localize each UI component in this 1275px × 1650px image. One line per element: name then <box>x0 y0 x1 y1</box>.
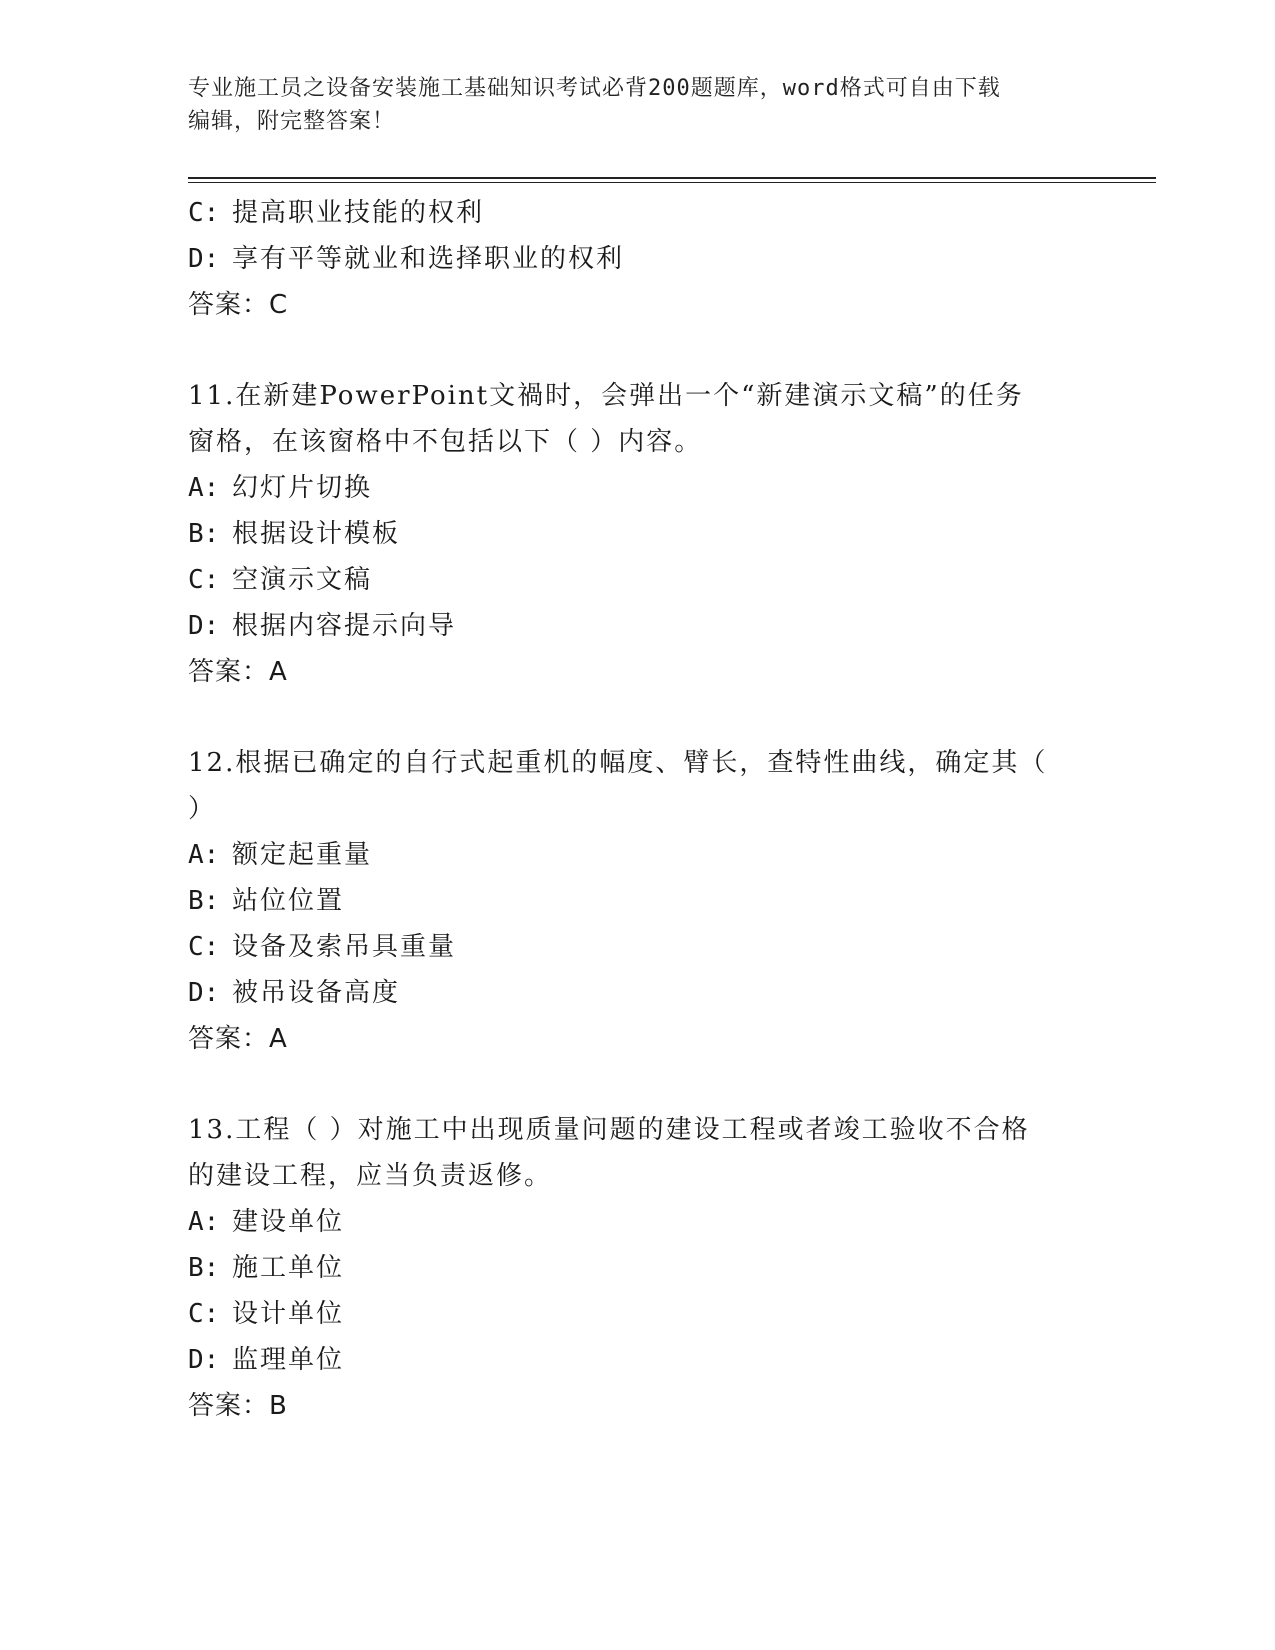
previous-question-tail <box>188 190 1088 328</box>
question-stem: ） <box>188 794 217 824</box>
header-rule-top <box>188 177 1156 179</box>
option-text: 监理单位 <box>232 1345 345 1375</box>
document-header <box>188 72 1068 138</box>
answer-line: 答案：A <box>188 1024 288 1054</box>
option-text: 被吊设备高度 <box>232 978 401 1008</box>
option-line <box>188 1199 1088 1245</box>
option-text: 享有平等就业和选择职业的权利 <box>232 244 625 274</box>
option-letter: A: <box>188 473 220 503</box>
question-block-11 <box>188 373 1088 695</box>
question-block-12 <box>188 740 1088 1062</box>
option-line <box>188 878 1088 924</box>
question-stem: 13.工程（ ）对施工中出现质量问题的建设工程或者竣工验收不合格 <box>188 1115 1030 1145</box>
option-text: 额定起重量 <box>232 840 373 870</box>
option-line <box>188 1245 1088 1291</box>
option-letter: D: <box>188 611 220 641</box>
question-stem: 的建设工程，应当负责返修。 <box>188 1161 553 1191</box>
option-line <box>188 603 1088 649</box>
option-letter: A: <box>188 840 220 870</box>
option-letter: C: <box>188 932 220 962</box>
option-text: 幻灯片切换 <box>232 473 373 503</box>
option-letter: B: <box>188 886 220 916</box>
header-line-2: 编辑，附完整答案！ <box>188 109 396 134</box>
answer-line: 答案：C <box>188 290 289 320</box>
option-line <box>188 190 1088 236</box>
answer-line: 答案：B <box>188 1391 288 1421</box>
option-text: 设备及索吊具重量 <box>232 932 457 962</box>
option-letter: D: <box>188 244 220 274</box>
option-letter: A: <box>188 1207 220 1237</box>
option-letter: C: <box>188 1299 220 1329</box>
option-letter: B: <box>188 1253 220 1283</box>
option-text: 空演示文稿 <box>232 565 373 595</box>
option-letter: C: <box>188 198 220 228</box>
option-letter: B: <box>188 519 220 549</box>
header-line-1: 专业施工员之设备安装施工基础知识考试必背200题题库，word格式可自由下载 <box>188 76 1001 101</box>
option-text: 站位位置 <box>232 886 345 916</box>
question-stem: 12.根据已确定的自行式起重机的幅度、臂长，查特性曲线，确定其（ <box>188 748 1048 778</box>
question-stem: 窗格，在该窗格中不包括以下（ ）内容。 <box>188 427 703 457</box>
header-rule-bottom <box>188 182 1156 183</box>
option-text: 施工单位 <box>232 1253 345 1283</box>
option-letter: C: <box>188 565 220 595</box>
option-line <box>188 1291 1088 1337</box>
option-text: 设计单位 <box>232 1299 345 1329</box>
option-line <box>188 832 1088 878</box>
question-stem: 11.在新建PowerPoint文禍时，会弹出一个“新建演示文稿”的任务 <box>188 381 1024 411</box>
option-line <box>188 924 1088 970</box>
option-line <box>188 557 1088 603</box>
answer-line: 答案：A <box>188 657 288 687</box>
question-content <box>188 190 1088 1429</box>
option-text: 根据内容提示向导 <box>232 611 457 641</box>
option-line <box>188 1337 1088 1383</box>
option-letter: D: <box>188 978 220 1008</box>
option-letter: D: <box>188 1345 220 1375</box>
option-line <box>188 970 1088 1016</box>
question-block-13 <box>188 1107 1088 1429</box>
option-text: 建设单位 <box>232 1207 345 1237</box>
option-text: 提高职业技能的权利 <box>232 198 485 228</box>
option-line <box>188 511 1088 557</box>
option-text: 根据设计模板 <box>232 519 401 549</box>
option-line <box>188 236 1088 282</box>
option-line <box>188 465 1088 511</box>
